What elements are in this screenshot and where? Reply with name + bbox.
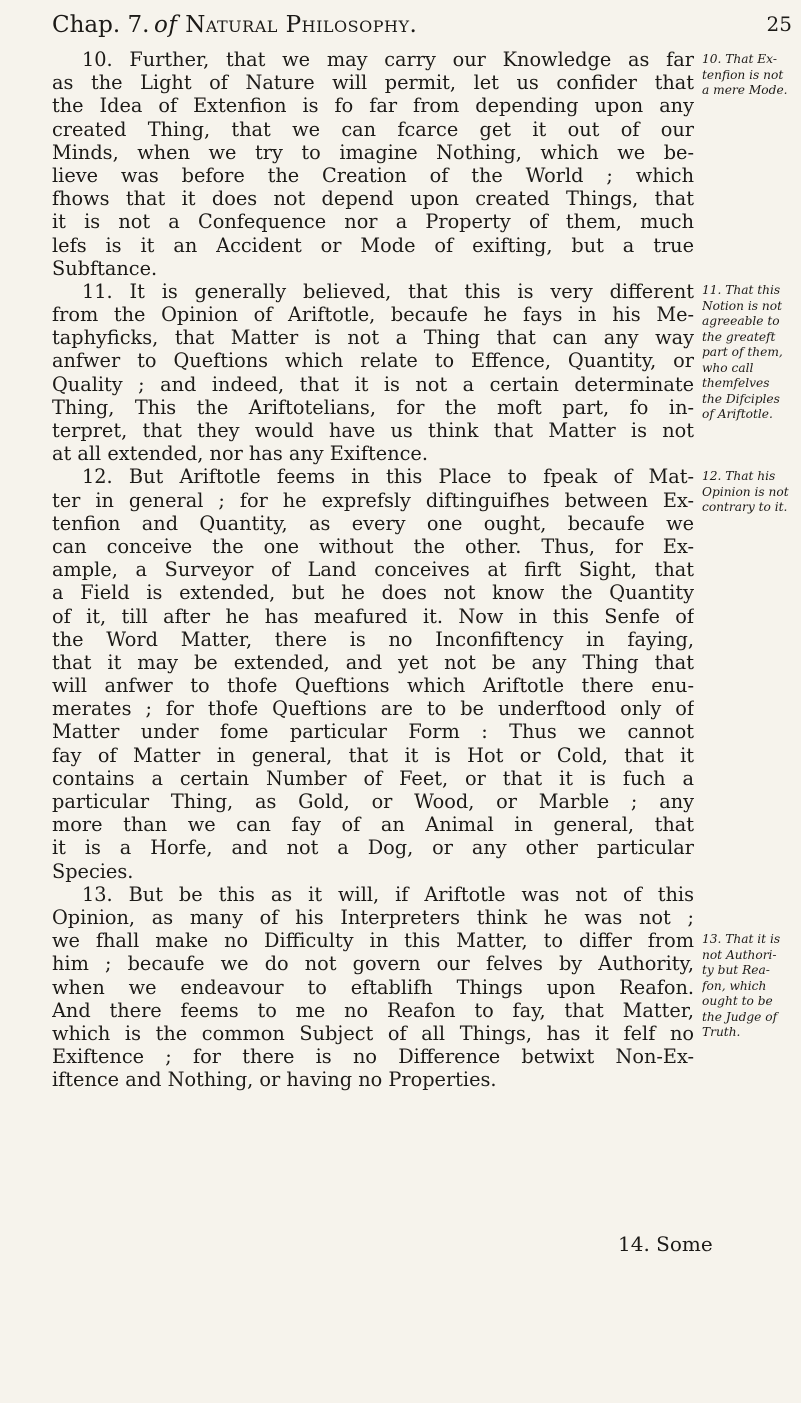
- text-line: 13. But be this as it will, if Ariftotle was not of this: [82, 882, 694, 906]
- margin-note-line: tenfion is not: [702, 67, 784, 82]
- text-line: at all extended, nor has any Exiftence.: [52, 442, 428, 466]
- text-line: ample, a Surveyor of Land conceives at firft Sight, that: [52, 558, 694, 582]
- text-line: lefs is it an Accident or Mode of exifting, but a true: [52, 233, 694, 257]
- text-line: as the Light of Nature will permit, let us confider that: [52, 71, 694, 95]
- margin-note-line: Notion is not: [702, 298, 782, 313]
- page-number: 25: [766, 12, 792, 36]
- margin-note-11: [702, 283, 798, 423]
- margin-note-line: ty but Rea-: [702, 963, 770, 977]
- paragraph-12: [52, 465, 694, 882]
- text-line: from the Opinion of Ariftotle, becaufe he fays in his Me-: [52, 303, 694, 327]
- margin-note-line: of Ariftotle.: [702, 407, 773, 421]
- running-title-of: of: [154, 12, 178, 38]
- text-line: when we endeavour to eftablifh Things upon Reafon.: [52, 975, 694, 999]
- margin-note-line: 10. That Ex-: [702, 52, 777, 66]
- margin-note-line: a mere Mode.: [702, 83, 788, 97]
- text-line: Thing, This the Ariftotelians, for the moft part, fo in-: [52, 395, 694, 419]
- text-line: iftence and Nothing, or having no Properties.: [52, 1068, 497, 1092]
- text-line: will anfwer to thofe Queftions which Ariftotle there enu-: [52, 674, 694, 698]
- margin-note-10: [702, 52, 798, 99]
- running-title-main: Natural Philosophy.: [185, 12, 418, 38]
- text-line: fhows that it does not depend upon created Things, that: [52, 187, 694, 211]
- margin-note-line: the greateft: [702, 329, 776, 344]
- margin-note-line: 12. That his: [702, 469, 776, 483]
- margin-note-line: 13. That it is: [702, 932, 781, 946]
- text-line: it is a Horfe, and not a Dog, or any other particular: [52, 836, 694, 860]
- text-line: the Word Matter, there is no Inconfiftency in faying,: [52, 627, 694, 651]
- margin-note-line: contrary to it.: [702, 500, 788, 514]
- paragraph-13: [52, 883, 694, 1092]
- text-line: Quality ; and indeed, that it is not a certain determinate: [52, 372, 694, 396]
- text-line: terpret, that they would have us think that Matter is not: [52, 419, 694, 442]
- catchword: 14. Some: [618, 1232, 713, 1256]
- text-line: ter in general ; for he exprefsly diftinguifhes between Ex-: [52, 488, 694, 512]
- text-line: fay of Matter in general, that it is Hot or Cold, that it: [52, 743, 694, 767]
- text-line: which is the common Subject of all Things, has it felf no: [52, 1021, 694, 1045]
- text-line: created Thing, that we can fcarce get it out of our: [52, 117, 694, 141]
- text-line: we fhall make no Difficulty in this Matter, to differ from: [52, 929, 694, 953]
- margin-note-line: part of them,: [702, 345, 783, 359]
- margin-note-line: not Authori-: [702, 947, 777, 962]
- text-line: Exiftence ; for there is no Difference betwixt Non-Ex-: [52, 1045, 694, 1069]
- text-line: the Idea of Extenfion is fo far from depending upon any: [52, 94, 694, 118]
- margin-note-line: agreeable to: [702, 314, 780, 328]
- margin-note-line: Truth.: [702, 1025, 741, 1039]
- margin-note-line: themfelves: [702, 376, 770, 390]
- text-line: him ; becaufe we do not govern our felves by Authority,: [52, 952, 694, 976]
- text-line: Opinion, as many of his Interpreters think he was not ;: [52, 905, 694, 929]
- text-line: Species.: [52, 859, 134, 883]
- margin-note-line: the Difciples: [702, 391, 780, 406]
- text-line: Minds, when we try to imagine Nothing, which we be-: [52, 140, 694, 164]
- margin-note-line: Opinion is not: [702, 484, 789, 499]
- text-line: 10. Further, that we may carry our Knowledge as far: [82, 48, 694, 71]
- text-line: that it may be extended, and yet not be any Thing that: [52, 650, 694, 674]
- margin-note-12: [702, 469, 798, 516]
- text-line: taphyficks, that Matter is not a Thing that can any way: [52, 326, 694, 350]
- text-line: 12. But Ariftotle feems in this Place to fpeak of Mat-: [82, 465, 694, 489]
- chapter-label: Chap. 7.: [52, 12, 150, 38]
- text-line: Matter under fome particular Form : Thus we cannot: [52, 720, 694, 744]
- text-line: anfwer to Queftions which relate to Effence, Quantity, or: [52, 349, 694, 373]
- text-line: Subftance.: [52, 256, 158, 280]
- text-line: contains a certain Number of Feet, or that it is fuch a: [52, 766, 694, 790]
- text-line: particular Thing, as Gold, or Wood, or Marble ; any: [52, 790, 694, 813]
- body-text: [52, 48, 694, 1091]
- text-line: lieve was before the Creation of the World ; which: [52, 163, 694, 187]
- margin-note-line: the Judge of: [702, 1009, 778, 1024]
- text-line: can conceive the one without the other. Thus, for Ex-: [52, 534, 694, 558]
- text-line: a Field is extended, but he does not know the Quantity: [52, 581, 694, 605]
- text-line: And there feems to me no Reafon to fay, that Matter,: [52, 998, 694, 1022]
- text-line: merates ; for thofe Queftions are to be underftood only of: [52, 697, 694, 721]
- running-header: [52, 6, 792, 46]
- margin-note-line: who call: [702, 360, 754, 375]
- text-line: it is not a Confequence nor a Property of them, much: [52, 210, 694, 234]
- text-line: tenfion and Quantity, as every one ought, becaufe we: [52, 511, 694, 535]
- text-line: more than we can fay of an Animal in general, that: [52, 813, 694, 837]
- running-title: [154, 12, 417, 38]
- paragraph-11: [52, 280, 694, 466]
- margin-note-line: fon, which: [702, 978, 767, 993]
- margin-note-line: ought to be: [702, 994, 773, 1008]
- paragraph-10: [52, 48, 694, 280]
- margin-note-line: 11. That this: [702, 283, 781, 297]
- margin-note-13: [702, 932, 798, 1041]
- text-line: 11. It is generally believed, that this is very different: [82, 279, 694, 303]
- text-line: of it, till after he has meafured it. Now in this Senfe of: [52, 604, 694, 628]
